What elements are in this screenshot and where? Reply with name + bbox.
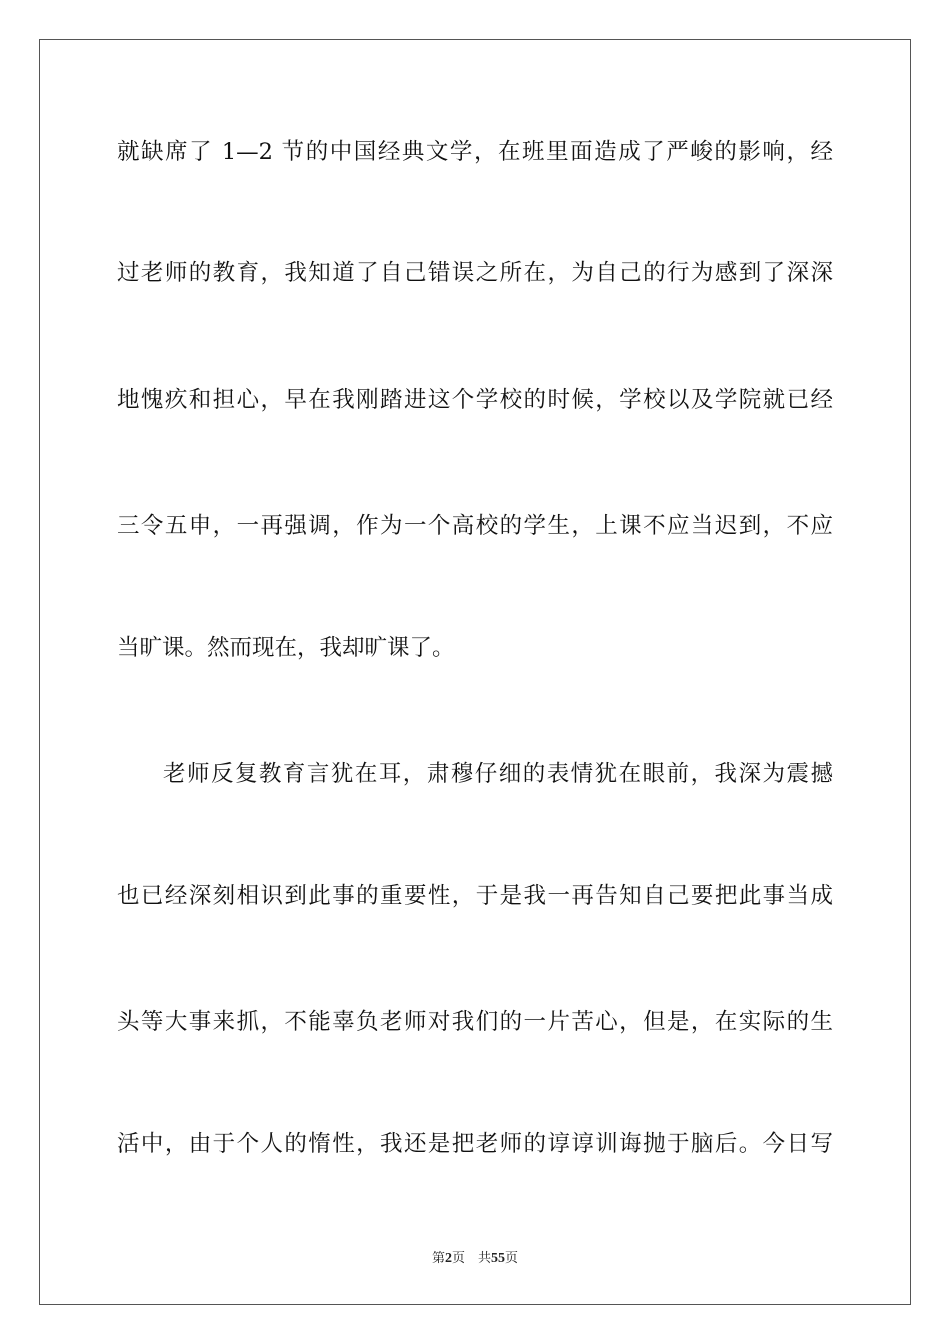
footer-suffix: 页 — [505, 1251, 519, 1266]
footer-prefix: 第 — [431, 1251, 445, 1266]
footer-middle: 页 共 — [451, 1251, 491, 1266]
text-line: 就缺席了 1—2 节的中国经典文学，在班里面造成了严峻的影响，经 — [117, 139, 833, 165]
text-line: 三令五申，一再强调，作为一个高校的学生，上课不应当迟到，不应 — [117, 513, 833, 539]
page-footer — [0, 1247, 950, 1267]
total-page-number: 55 — [491, 1251, 505, 1266]
text-line: 当旷课。然而现在，我却旷课了。 — [117, 635, 455, 661]
text-line: 活中，由于个人的惰性，我还是把老师的谆谆训诲抛于脑后。今日写 — [117, 1131, 833, 1157]
text-line: 过老师的教育，我知道了自己错误之所在，为自己的行为感到了深深 — [117, 260, 833, 286]
text-line: 地愧疚和担心，早在我刚踏进这个学校的时候，学校以及学院就已经 — [117, 387, 833, 413]
text-line: 也已经深刻相识到此事的重要性，于是我一再告知自己要把此事当成 — [117, 883, 833, 909]
current-page-number: 2 — [444, 1251, 452, 1266]
text-line: 头等大事来抓，不能辜负老师对我们的一片苦心，但是，在实际的生 — [117, 1009, 833, 1035]
page-border — [39, 39, 911, 1305]
text-line: 老师反复教育言犹在耳，肃穆仔细的表情犹在眼前，我深为震撼 — [163, 761, 833, 787]
